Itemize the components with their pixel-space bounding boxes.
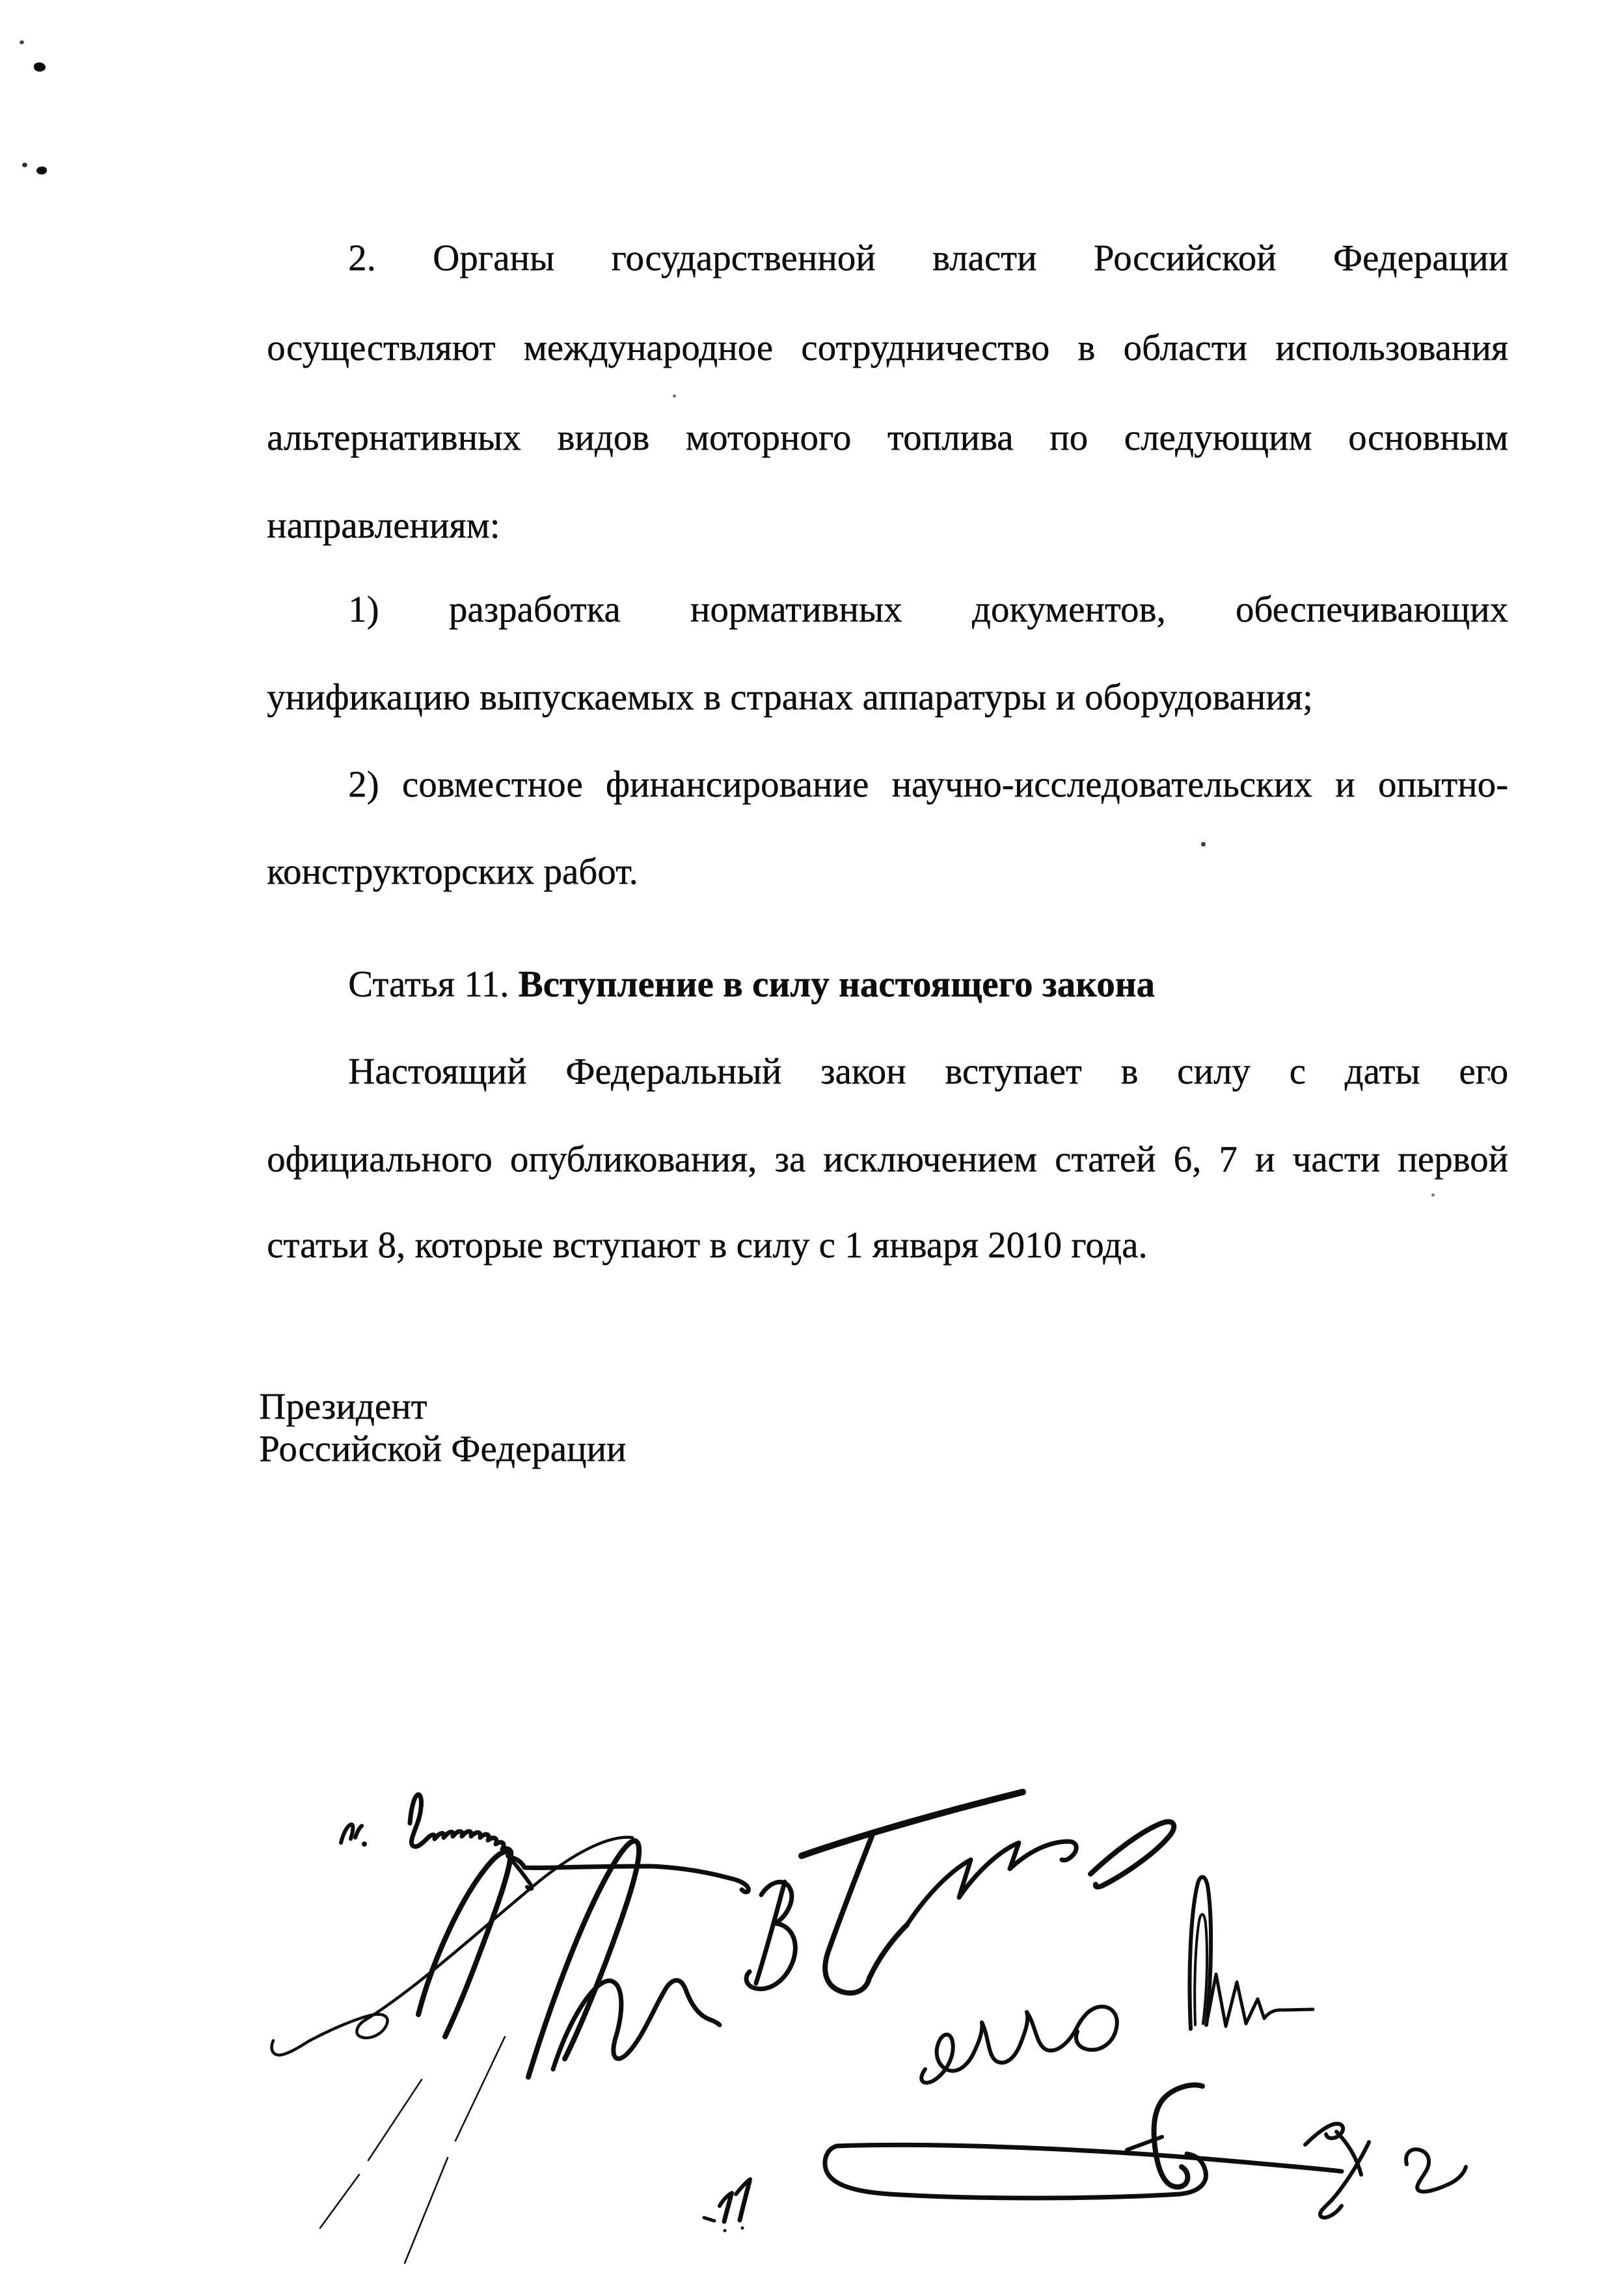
signature-c-spike-outer — [1189, 1877, 1211, 2030]
signature-a-loop1 — [418, 1852, 510, 2037]
text-line-11: официального опубликования, за исключением статей 6, 7 и части первой — [267, 1139, 1508, 1180]
signature-e-long-line — [837, 2145, 1342, 2171]
text-line-1: 2. Органы государственной власти Российской Федерации — [348, 238, 1508, 278]
signature-b-lambda-arc — [1090, 1822, 1174, 1887]
signature-e-dash — [1127, 2137, 1162, 2150]
signature-e-final-curl — [1406, 2149, 1466, 2192]
signer-role-line-1: Президент — [259, 1386, 427, 1427]
scan-speck — [34, 62, 46, 72]
scan-speck — [36, 167, 47, 174]
signature-c-zigzag-tail — [1206, 1974, 1313, 2026]
signature-e-glyph-leg — [1320, 2142, 1369, 2218]
text-line-3: альтернативных видов моторного топлива по следующим основным — [267, 417, 1508, 458]
signature-b-stem — [825, 1836, 907, 1993]
signature-a-underline-stroke — [272, 1838, 632, 2056]
signature-a-initials-icon — [341, 1825, 362, 1843]
article-heading-number: Статья 11. — [348, 964, 519, 1005]
signature-a-wave — [553, 1980, 720, 2069]
signer-role-line-2: Российской Федерации — [259, 1428, 627, 1469]
scan-speck — [22, 163, 27, 167]
scan-speck — [20, 40, 24, 44]
scan-speck — [1201, 842, 1206, 847]
text-line-8: конструкторских работ. — [267, 851, 638, 892]
signature-a-hairline-2 — [405, 2037, 505, 2263]
signature-a-loop1-hook — [508, 1856, 532, 1889]
text-line-7: 2) совместное финансирование научно-исследовательских и опытно- — [348, 764, 1508, 805]
signature-b-crossbar — [802, 1792, 1023, 1856]
text-line-10: Настоящий Федеральный закон вступает в силу с даты его — [348, 1051, 1508, 1092]
scan-speck — [1431, 1193, 1435, 1197]
signature-a-flourish — [410, 1795, 748, 1892]
signature-b-v-slash — [756, 1882, 785, 1983]
signature-b-v-bumps — [746, 1882, 795, 1989]
text-line-5: 1) разработка нормативных документов, обеспечивающих — [348, 589, 1508, 630]
scan-speck — [673, 394, 676, 398]
signature-e-stem — [1154, 2085, 1203, 2187]
signature-b-zigzag — [907, 1841, 1076, 1925]
signature-e-glyph-curl — [1305, 2124, 1361, 2175]
article-heading-title: Вступление в силу настоящего закона — [518, 964, 1155, 1005]
page-number — [720, 2179, 765, 2231]
text-line-12: статьи 8, которые вступают в силу с 1 января 2010 года. — [267, 1225, 1148, 1266]
text-line-4: направлениям: — [267, 505, 500, 546]
signature-a-dot — [362, 1841, 367, 1847]
signature-e-oval — [825, 2146, 1206, 2198]
signature-c-spike-inner — [1195, 1914, 1207, 2025]
signature-d-scribble — [921, 2007, 1117, 2083]
text-line-6: унификацию выпускаемых в странах аппаратуры и оборудования; — [267, 677, 1313, 718]
text-line-2: осуществляют международное сотрудничество в области использования — [267, 327, 1508, 368]
article-11-heading — [267, 960, 1508, 1009]
signature-a-hairline-1 — [320, 2080, 422, 2228]
signature-a-loop2 — [528, 1841, 639, 2077]
